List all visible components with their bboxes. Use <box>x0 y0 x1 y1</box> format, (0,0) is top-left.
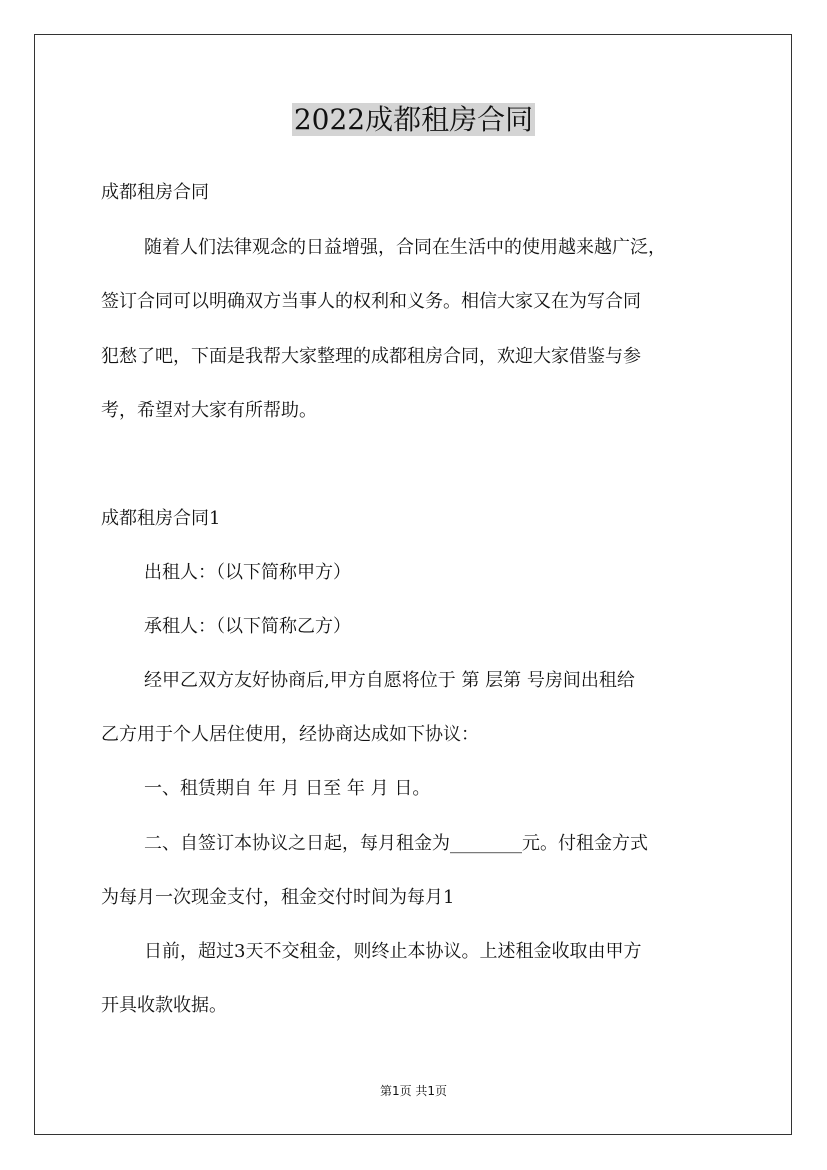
body-line-8: 日前，超过3天不交租金，则终止本协议。上述租金收取由甲方 <box>144 941 642 962</box>
page-footer: 第1页 共1页 <box>379 1084 448 1098</box>
intro-line-1: 随着人们法律观念的日益增强，合同在生活中的使用越来越广泛， <box>144 237 666 258</box>
section-title: 成都租房合同1 <box>101 508 221 529</box>
document-title <box>0 100 827 140</box>
document-title-text: 2022成都租房合同 <box>293 103 534 136</box>
body-line-rent: 二、自签订本协议之日起，每月租金为________元。付租金方式 <box>144 833 648 854</box>
body-line-7: 为每月一次现金支付，租金交付时间为每月1 <box>101 887 455 908</box>
intro-line-4: 考，希望对大家有所帮助。 <box>101 400 317 421</box>
body-line-lessee: 承租人：（以下简称乙方） <box>144 616 351 637</box>
document-subtitle: 成都租房合同 <box>101 182 209 203</box>
body-line-9: 开具收款收据。 <box>101 995 227 1016</box>
intro-line-2: 签订合同可以明确双方当事人的权利和义务。相信大家又在为写合同 <box>101 291 641 312</box>
body-line-lessor: 出租人：（以下简称甲方） <box>144 562 351 583</box>
body-line-term: 一、租赁期自 年 月 日至 年 月 日。 <box>144 778 431 799</box>
body-line-3: 经甲乙双方友好协商后,甲方自愿将位于 第 层第 号房间出租给 <box>144 670 635 691</box>
intro-line-3: 犯愁了吧，下面是我帮大家整理的成都租房合同，欢迎大家借鉴与参 <box>101 346 641 367</box>
body-line-4: 乙方用于个人居住使用，经协商达成如下协议： <box>101 724 479 745</box>
